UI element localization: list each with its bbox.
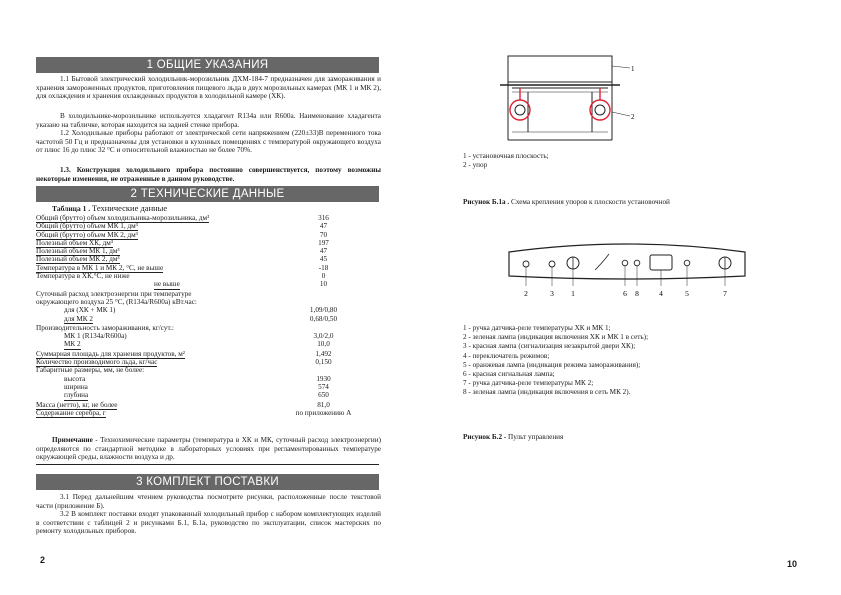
panel-number: 2 — [524, 289, 528, 298]
green-lamp-icon — [523, 261, 529, 267]
figure-b2-label: Рисунок Б.2 - — [463, 433, 507, 441]
table-cell-value: 10 — [319, 280, 328, 289]
paragraph-3-1: 3.1 Перед дальнейшим чтением руководства посмотрите рисунки, расположенные после текстовой части (приложение Б). — [36, 493, 381, 510]
fridge-top-panel — [508, 56, 612, 82]
table-cell-value: 81,0 — [317, 400, 330, 409]
divider — [36, 464, 379, 465]
parameter-label: ширина — [64, 382, 88, 391]
paragraph-refrigerant: В холодильнике-морозильнике используется хладагент R134a или R600a. Наименование хладагента указано на табличке, которая находится на задней стенке прибора. — [36, 112, 381, 129]
callout-1: 1 — [631, 65, 635, 73]
table-cell-value: 10,0 — [317, 340, 330, 349]
red-lamp-icon — [549, 261, 555, 267]
figure-b2-title: Пульт управления — [508, 433, 564, 441]
parameter-label: не выше — [154, 280, 180, 289]
table-cell-parameter — [36, 358, 266, 366]
stop-right — [590, 88, 610, 132]
table-cell-parameter — [36, 280, 266, 289]
legend-item: 2 - зеленая лампа (индикация включения ХК и МК 1 в сеть); — [463, 333, 649, 342]
page-number-left: 2 — [40, 555, 46, 565]
table-cell-parameter — [36, 340, 266, 349]
control-panel-drawing — [505, 242, 750, 304]
technical-data-table — [36, 214, 381, 417]
green-lamp-mk2-icon — [634, 260, 640, 266]
legend-item: 6 - красная сигнальная лампа; — [463, 370, 555, 379]
parameter-label: Суточный расход электроэнергии при температуре — [36, 289, 192, 298]
parameter-label: Общий (брутто) объем МК 1, дм³ — [36, 222, 138, 231]
table-row — [36, 350, 381, 358]
table-row — [36, 298, 381, 306]
table-caption-number: Таблица 1 . — [52, 204, 91, 213]
parameter-label: Производительность замораживания, кг/сут.: — [36, 323, 174, 332]
paragraph-1-3: 1.3. Конструкция холодильного прибора постоянно совершенствуется, поэтому возможны некоторые изменения, не отраженные в данном руководстве. — [36, 166, 381, 183]
section-3-heading: 3 КОМПЛЕКТ ПОСТАВКИ — [36, 474, 379, 490]
legend-item: 8 - зеленая лампа (индикация включения в сеть МК 2). — [463, 388, 631, 397]
panel-number: 8 — [635, 289, 639, 298]
table-cell-parameter — [36, 222, 266, 230]
table-note — [36, 436, 381, 462]
legend-item: 4 - переключатель режимов; — [463, 351, 550, 360]
paragraph-3-2: 3.2 В комплект поставки входят упакованный холодильный прибор с набором комплектующих изделий в соответствии с таблицей 2 и рисунками Б.1, Б.1а, руководство по эксплуатации, список мастерских по ремонту холодильных приборов. — [36, 510, 381, 536]
table-cell-parameter — [36, 239, 266, 247]
table-cell-value: 1,09/0,80 — [309, 306, 338, 315]
table-cell-value: 316 — [318, 214, 329, 222]
table-cell-parameter — [36, 255, 266, 263]
legend-item: 1 - ручка датчика-реле температуры ХК и МК 1; — [463, 324, 611, 332]
table-cell-value: 47 — [319, 247, 328, 256]
table-row — [36, 315, 381, 324]
table-cell-value: 70 — [319, 230, 328, 239]
table-cell-value — [266, 298, 381, 306]
table-row — [36, 332, 381, 340]
table-row — [36, 290, 381, 298]
table-row — [36, 272, 381, 280]
legend-item: 2 - упор — [463, 161, 488, 170]
table-row — [36, 375, 381, 383]
parameter-label: Полезный объем МК 2, дм³ — [36, 255, 120, 264]
figure-b1a-legend — [463, 152, 549, 170]
table-cell-parameter — [36, 366, 266, 374]
figure-b1a-drawing — [490, 52, 650, 147]
panel-number: 7 — [723, 289, 727, 298]
parameter-label: для (ХК + МК 1) — [64, 306, 116, 315]
table-note-label: Примечание — [52, 436, 93, 444]
red-signal-lamp-icon — [622, 260, 628, 266]
parameter-label: Полезный объем МК 1, дм³ — [36, 247, 120, 256]
parameter-label: Полезный объем ХК, дм³ — [36, 238, 113, 247]
parameter-label: МК 2 — [64, 340, 81, 349]
table-row — [36, 264, 381, 272]
table-cell-parameter — [36, 264, 266, 272]
table-cell-value: -18 — [318, 263, 329, 272]
table-cell-parameter — [36, 214, 266, 222]
parameter-label: Температура в МК 1 и МК 2, °С, не выше — [36, 263, 164, 272]
table-cell-parameter — [36, 298, 266, 306]
parameter-label: Общий (брутто) объем МК 2, дм³ — [36, 230, 138, 239]
table-row — [36, 214, 381, 222]
panel-number: 5 — [685, 289, 689, 298]
table-row — [36, 280, 381, 289]
parameter-label: Габаритные размеры, мм, не более: — [36, 366, 145, 375]
table-row — [36, 231, 381, 239]
parameter-label: для МК 2 — [64, 314, 93, 323]
paragraph-1-2: 1.2 Холодильные приборы работают от электрической сети напряжением (220±33)В переменного тока частотой 50 Гц и предназначены для установки в кухонных помещениях с температурой окружающего воздуха от плюс 16 до плюс 32 °С и относительной влажностью не более 70%. — [36, 129, 381, 155]
panel-number: 1 — [571, 289, 575, 298]
table-cell-parameter — [36, 383, 266, 391]
table-cell-value: 47 — [319, 222, 328, 231]
table-cell-value: 197 — [318, 238, 329, 247]
table-cell-parameter — [36, 391, 266, 400]
table-row — [36, 383, 381, 391]
table-cell-value — [266, 366, 381, 374]
table-cell-value: 3,0/2,0 — [313, 332, 334, 341]
table-cell-value: 1930 — [316, 374, 331, 383]
table-row — [36, 366, 381, 374]
table-cell-value: 45 — [319, 255, 328, 264]
legend-item: 1 - установочная плоскость; — [463, 152, 549, 160]
table-row — [36, 358, 381, 366]
table-cell-parameter — [36, 332, 266, 340]
table-cell-parameter — [36, 306, 266, 314]
parameter-label: Температура в ХК,°С, не ниже — [36, 272, 130, 281]
panel-number: 3 — [550, 289, 554, 298]
table-cell-parameter — [36, 231, 266, 239]
table-cell-parameter — [36, 350, 266, 358]
panel-number: 4 — [659, 289, 663, 298]
parameter-label: высота — [64, 374, 86, 383]
parameter-label: Содержание серебра, г — [36, 408, 106, 417]
callout-2: 2 — [631, 113, 635, 121]
parameter-label: Суммарная площадь для хранения продуктов, м² — [36, 349, 185, 358]
figure-b2-caption — [463, 433, 563, 441]
table-cell-parameter — [36, 409, 266, 417]
table-caption-title: Технические данные — [91, 203, 168, 213]
table-cell-parameter — [36, 324, 266, 332]
table-row — [36, 222, 381, 230]
section-1-heading: 1 ОБЩИЕ УКАЗАНИЯ — [36, 57, 379, 73]
callout-line-1 — [612, 66, 630, 68]
table-cell-value: 1,492 — [315, 349, 332, 358]
table-row — [36, 306, 381, 314]
figure-b2-legend — [463, 324, 648, 398]
parameter-label: Количество производимого льда, кг/час — [36, 358, 158, 367]
table-note-text: - Технохимические параметры (температура в ХК и МК, суточный расход электроэнергии) определяются по стандартной методике в лабораторных условиях при регламентированных температуре окружающей среды, влажности воздуха и др. — [36, 436, 381, 462]
panel-groove — [595, 254, 609, 270]
table-caption — [52, 203, 167, 213]
callout-line-2 — [612, 112, 630, 116]
panel-number: 6 — [623, 289, 627, 298]
table-cell-parameter — [36, 272, 266, 280]
parameter-label: Общий (брутто) объем холодильника-морозильника, дм³ — [36, 214, 210, 222]
table-cell-parameter — [36, 315, 266, 324]
stop-left — [510, 88, 530, 132]
figure-b1a-label: Рисунок Б.1а . — [463, 198, 510, 206]
orange-lamp-icon — [684, 260, 690, 266]
parameter-label: Масса (нетто), кг, не более — [36, 400, 118, 409]
table-cell-value: 0,150 — [315, 358, 332, 367]
figure-b1a-title: Схема крепления упоров к плоскости установочной — [511, 198, 670, 206]
legend-item: 5 - оранжевая лампа (индикация режима замораживания); — [463, 360, 641, 369]
table-cell-value: 574 — [318, 382, 329, 391]
table-row — [36, 247, 381, 255]
table-cell-value — [266, 324, 381, 332]
paragraph-1-1: 1.1 Бытовой электрический холодильник-морозильник ДХМ-184-7 предназначен для замораживания и хранения замороженных продуктов, приготовления пищевого льда в двух морозильных камерах (МК 1 и МК 2), для охлаждения и хранения охлажденных продуктов в холодильной камере (ХК). — [36, 75, 381, 101]
table-row — [36, 391, 381, 400]
page-number-right: 10 — [787, 559, 798, 569]
table-row — [36, 340, 381, 349]
table-row — [36, 324, 381, 332]
parameter-label: окружающего воздуха 25 °С, (R134a/R600a) кВт.час: — [36, 297, 197, 306]
mode-switch-icon — [650, 255, 672, 270]
parameter-label: глубина — [64, 391, 89, 400]
figure-b1a-caption — [463, 198, 670, 206]
table-cell-parameter — [36, 375, 266, 383]
table-cell-value: 650 — [318, 391, 329, 400]
parameter-label: МК 1 (R134a/R600a) — [64, 332, 127, 341]
table-cell-parameter — [36, 247, 266, 255]
table-cell-value: 0 — [321, 272, 326, 281]
legend-item: 7 - ручка датчика-реле температуры МК 2; — [463, 379, 594, 388]
table-row — [36, 401, 381, 409]
table-cell-value — [266, 290, 381, 298]
table-cell-value: 0,68/0,50 — [309, 314, 338, 323]
table-cell-value: по приложению А — [295, 408, 352, 417]
table-cell-parameter — [36, 401, 266, 409]
table-row — [36, 239, 381, 247]
table-cell-parameter — [36, 290, 266, 298]
legend-item: 3 - красная лампа (сигнализация незакрытой двери ХК); — [463, 342, 636, 351]
table-row — [36, 409, 381, 417]
section-2-heading: 2 ТЕХНИЧЕСКИЕ ДАННЫЕ — [36, 186, 379, 202]
table-row — [36, 255, 381, 263]
